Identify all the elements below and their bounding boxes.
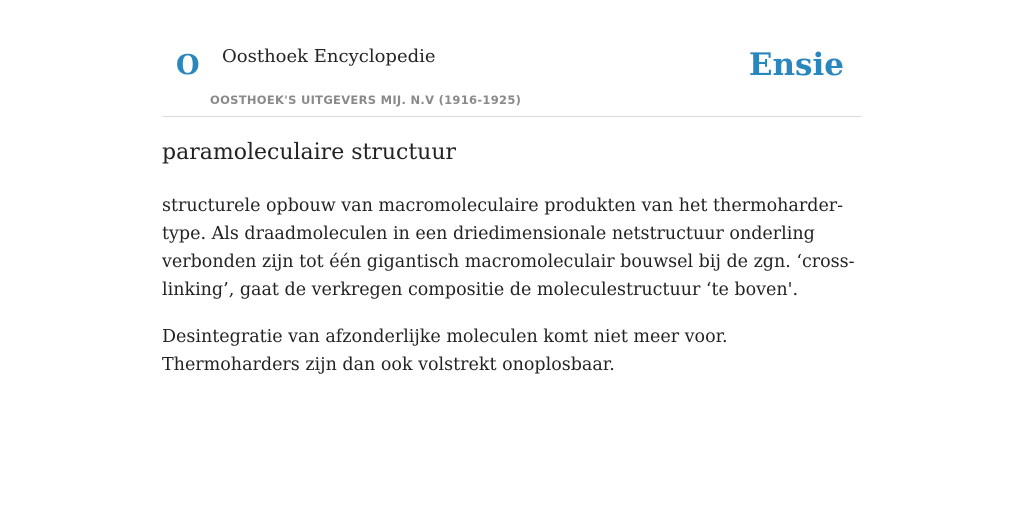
entry-title: paramoleculaire structuur: [162, 140, 457, 165]
entry-body: [162, 192, 862, 398]
publication-logo[interactable]: O: [176, 50, 200, 81]
entry-paragraph: Desintegratie van afzonderlijke moleculen komt niet meer voor. Thermoharders zijn dan ook volstrekt onoplosbaar.: [162, 327, 728, 375]
entry-paragraph: structurele opbouw van macromoleculaire produkten van het thermoharder-type. Als draadmoleculen in een driedimensionale netstructuur onderling verbonden zijn tot één gigantisch macromoleculair bouwsel bij de zgn. ‘cross-linking’, gaat de verkregen compositie de moleculestructuur ‘te boven'.: [162, 196, 855, 300]
publisher-subtitle: OOSTHOEK'S UITGEVERS MIJ. N.V (1916-1925): [210, 93, 522, 107]
publication-title[interactable]: Oosthoek Encyclopedie: [222, 46, 436, 67]
ensie-logo-link[interactable]: Ensie: [748, 47, 844, 83]
site-header: [162, 0, 862, 117]
